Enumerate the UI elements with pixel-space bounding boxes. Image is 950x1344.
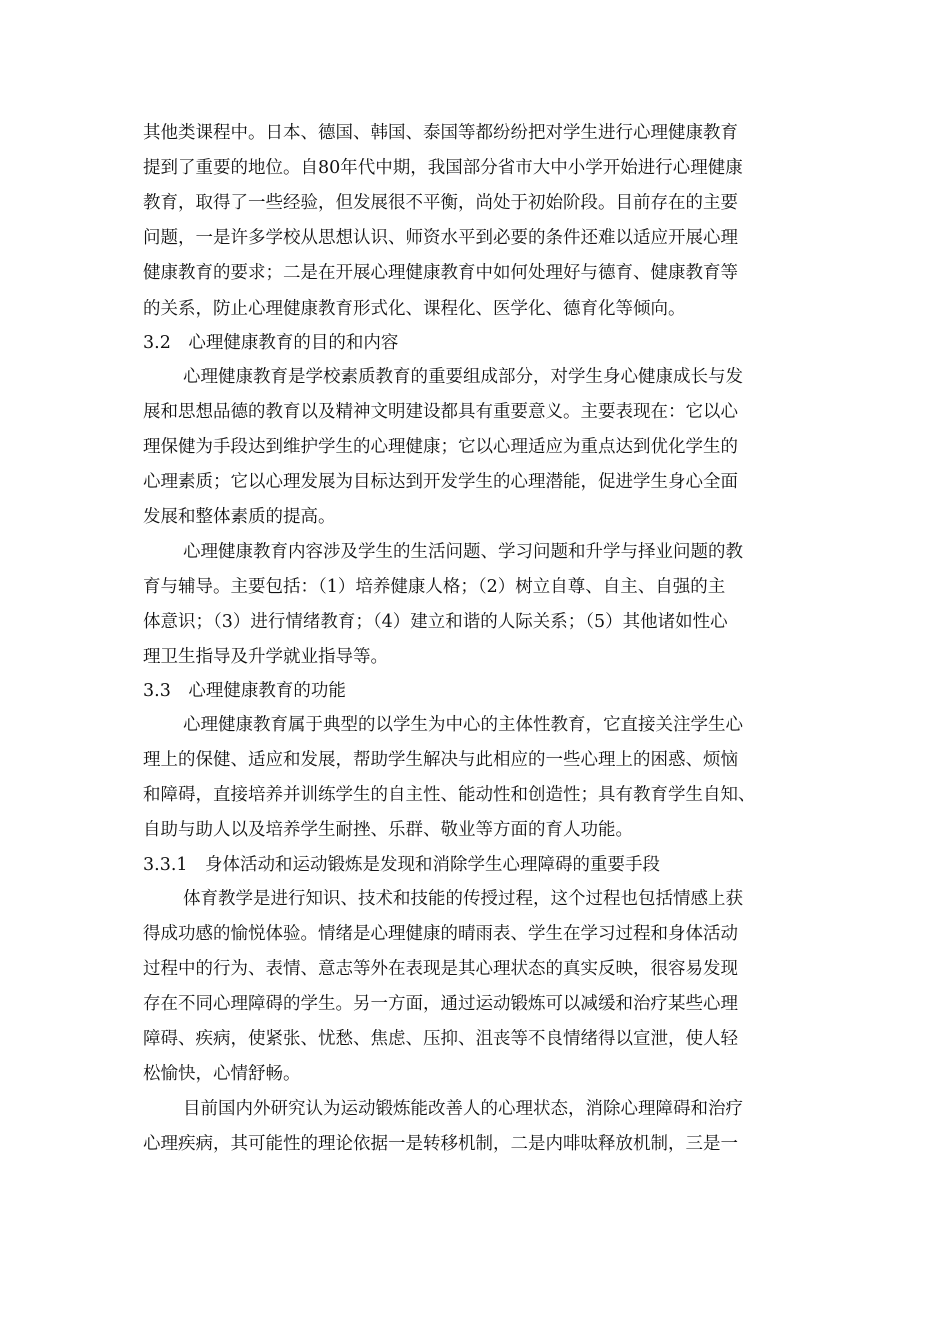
body-text-line: 理上的保健、适应和发展，帮助学生解决与此相应的一些心理上的困惑、烦恼 [143,750,738,770]
body-text-line: 理卫生指导及升学就业指导等。 [143,647,388,667]
body-text-line: 健康教育的要求；二是在开展心理健康教育中如何处理好与德育、健康教育等 [143,263,738,283]
body-text-line: 其他类课程中。日本、德国、韩国、泰国等都纷纷把对学生进行心理健康教育 [143,123,738,143]
body-text-line: 展和思想品德的教育以及精神文明建设都具有重要意义。主要表现在：它以心 [143,402,738,422]
body-text-line: 提到了重要的地位。自80年代中期，我国部分省市大中小学开始进行心理健康 [143,158,743,178]
body-text-line: 教育，取得了一些经验，但发展很不平衡，尚处于初始阶段。目前存在的主要 [143,193,738,213]
body-text-line: 问题，一是许多学校从思想认识、师资水平到必要的条件还难以适应开展心理 [143,228,738,248]
body-text-line: 得成功感的愉悦体验。情绪是心理健康的晴雨表、学生在学习过程和身体活动 [143,924,738,944]
body-text-line: 松愉快，心情舒畅。 [143,1064,301,1084]
body-text-line: 心理健康教育是学校素质教育的重要组成部分，对学生身心健康成长与发 [183,367,743,387]
body-text-line: 存在不同心理障碍的学生。另一方面，通过运动锻炼可以减缓和治疗某些心理 [143,994,738,1014]
body-text-line: 自助与助人以及培养学生耐挫、乐群、敬业等方面的育人功能。 [143,820,633,840]
body-text-line: 心理素质；它以心理发展为目标达到开发学生的心理潜能，促进学生身心全面 [143,472,738,492]
body-text-line: 发展和整体素质的提高。 [143,507,336,527]
body-text-line: 心理健康教育内容涉及学生的生活问题、学习问题和升学与择业问题的教 [183,542,743,562]
body-text-line: 体意识；（3）进行情绪教育；（4）建立和谐的人际关系；（5）其他诸如性心 [143,612,728,632]
body-text-line: 体育教学是进行知识、技术和技能的传授过程，这个过程也包括情感上获 [183,889,743,909]
section-heading: 3.2 心理健康教育的目的和内容 [143,333,399,353]
body-text-line: 心理健康教育属于典型的以学生为中心的主体性教育，它直接关注学生心 [183,715,743,735]
subsection-heading: 3.3.1 身体活动和运动锻炼是发现和消除学生心理障碍的重要手段 [143,855,661,875]
body-text-line: 育与辅导。主要包括：（1）培养健康人格；（2）树立自尊、自主、自强的主 [143,577,726,597]
body-text-line: 心理疾病，其可能性的理论依据一是转移机制，二是内啡呔释放机制，三是一 [143,1134,738,1154]
body-text-line: 目前国内外研究认为运动锻炼能改善人的心理状态，消除心理障碍和治疗 [183,1099,743,1119]
body-text-line: 的关系，防止心理健康教育形式化、课程化、医学化、德育化等倾向。 [143,299,686,319]
body-text-line: 和障碍，直接培养并训练学生的自主性、能动性和创造性；具有教育学生自知、 [143,785,756,805]
body-text-line: 理保健为手段达到维护学生的心理健康；它以心理适应为重点达到优化学生的 [143,437,738,457]
body-text-line: 障碍、疾病，使紧张、忧愁、焦虑、压抑、沮丧等不良情绪得以宣泄，使人轻 [143,1029,738,1049]
section-heading: 3.3 心理健康教育的功能 [143,681,346,701]
body-text-line: 过程中的行为、表情、意志等外在表现是其心理状态的真实反映，很容易发现 [143,959,738,979]
